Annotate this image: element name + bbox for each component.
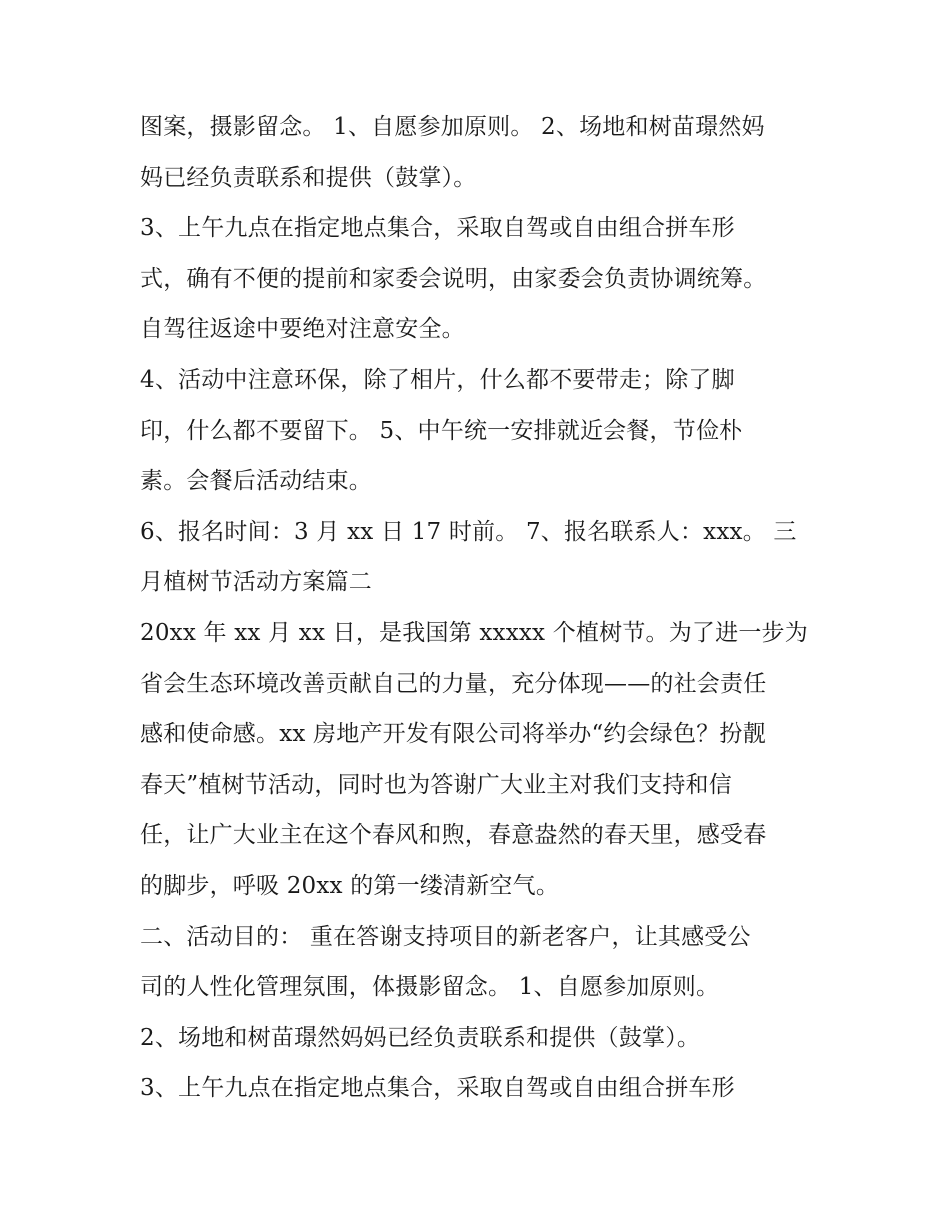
text-line-11: 20xx 年 xx 月 xx 日，是我国第 xxxxx 个植树节。为了进一步为 — [140, 619, 808, 646]
text-line-17: 二、活动目的： 重在答谢支持项目的新老客户，让其感受公 — [140, 923, 751, 950]
text-line-20: 3、上午九点在指定地点集合，采取自驾或自由组合拼车形 — [140, 1075, 735, 1102]
text-line-18: 司的人性化管理氛围，体摄影留念。 1、自愿参加原则。 — [140, 974, 720, 1001]
text-line-9: 6、报名时间：3 月 xx 日 17 时前。 7、报名联系人：xxx。 三 — [140, 518, 797, 545]
text-line-4: 式，确有不便的提前和家委会说明，由家委会负责协调统筹。 — [140, 265, 767, 292]
text-line-16: 的脚步，呼吸 20xx 的第一缕清新空气。 — [140, 872, 560, 899]
text-line-19: 2、场地和树苗璟然妈妈已经负责联系和提供（鼓掌）。 — [140, 1024, 701, 1051]
text-line-2: 妈已经负责联系和提供（鼓掌）。 — [140, 164, 477, 191]
text-line-3: 3、上午九点在指定地点集合，采取自驾或自由组合拼车形 — [140, 215, 735, 242]
text-line-5: 自驾往返途中要绝对注意安全。 — [140, 316, 465, 343]
text-line-15: 任，让广大业主在这个春风和煦，春意盎然的春天里，感受春 — [140, 822, 767, 849]
text-line-12: 省会生态环境改善贡献自己的力量，充分体现——的社会责任 — [140, 670, 767, 697]
text-line-14: 春天”植树节活动，同时也为答谢广大业主对我们支持和信 — [140, 771, 732, 798]
document-body — [140, 102, 830, 1114]
text-line-6: 4、活动中注意环保，除了相片，什么都不要带走；除了脚 — [140, 366, 735, 393]
text-line-13: 感和使命感。xx 房地产开发有限公司将举办“约会绿色？扮靓 — [140, 721, 766, 748]
text-line-8: 素。会餐后活动结束。 — [140, 468, 372, 495]
text-line-7: 印，什么都不要留下。 5、中午统一安排就近会餐，节俭朴 — [140, 417, 743, 444]
text-line-1: 图案，摄影留念。 1、自愿参加原则。 2、场地和树苗璟然妈 — [140, 114, 765, 140]
text-line-10: 月植树节活动方案篇二 — [140, 569, 372, 596]
